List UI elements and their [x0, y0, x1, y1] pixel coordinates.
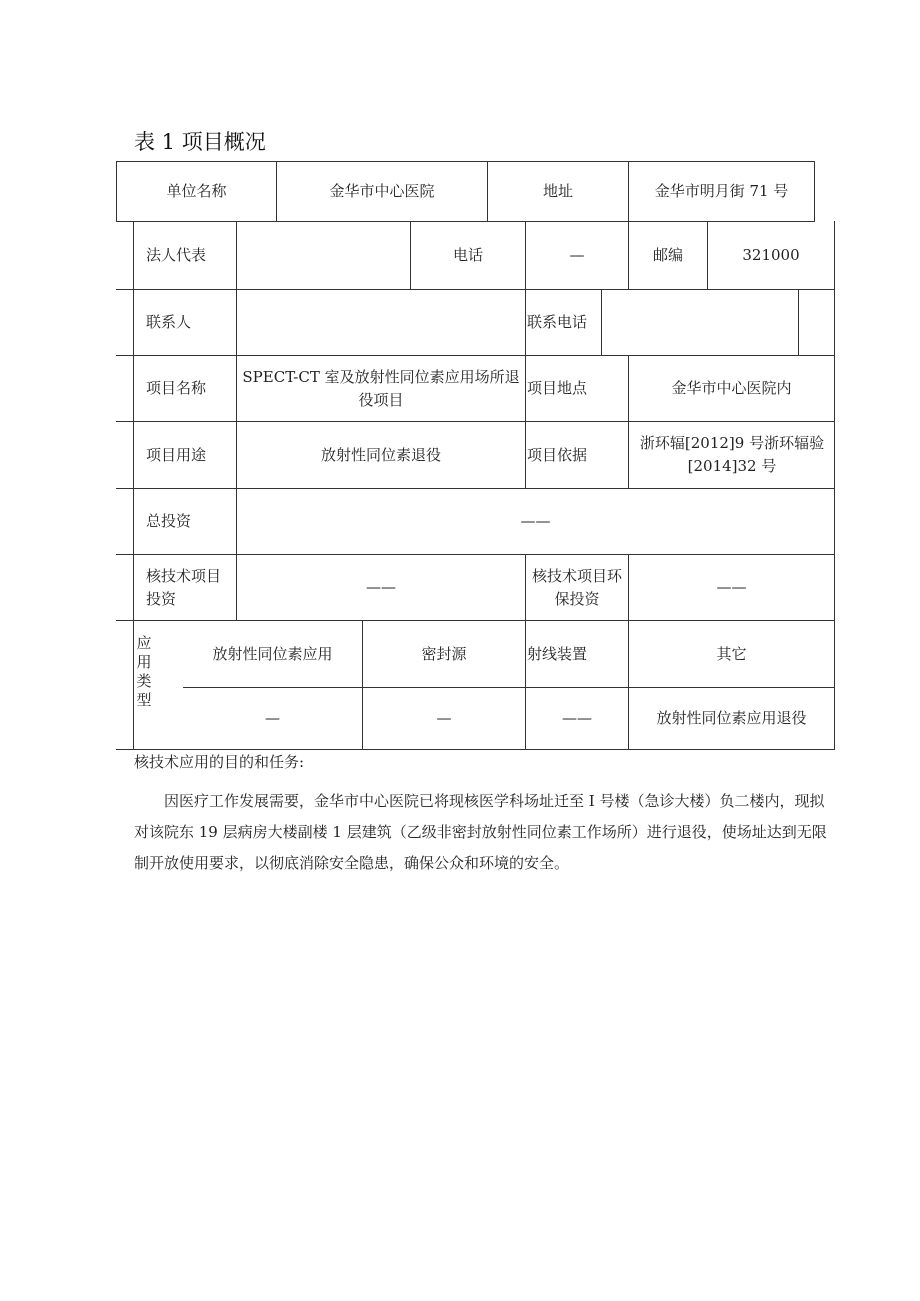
basis-label: 项目依据: [527, 445, 588, 464]
project-name-value: SPECT-CT 室及放射性同位素应用场所退役项目: [242, 367, 520, 409]
address-label: 地址: [542, 182, 573, 200]
project-name-label: 项目名称: [146, 379, 207, 397]
project-site-value: 金华市中心医院内: [671, 379, 792, 397]
purpose-value: 放射性同位素退役: [320, 445, 441, 464]
address-value: 金华市明月街 71 号: [654, 182, 789, 200]
nuclear-invest-value: ——: [366, 578, 396, 596]
env-invest-label: 核技术项目环保投资: [531, 566, 622, 608]
app-value-sealed-source: —: [436, 709, 452, 727]
page-title: 表 1 项目概况: [134, 130, 266, 154]
phone-value: —: [569, 246, 585, 264]
investment-label: 总投资: [146, 512, 192, 530]
purpose-body: [134, 786, 836, 879]
app-value-ray-device: ——: [562, 709, 592, 727]
postcode-value: 321000: [742, 246, 800, 264]
app-value-other: 放射性同位素应用退役: [656, 709, 807, 727]
app-header-other: 其它: [716, 644, 747, 663]
unit-name-value: 金华市中心医院: [329, 182, 435, 200]
app-value-isotope: —: [265, 709, 280, 727]
purpose-paragraph: 因医疗工作发展需要，金华市中心医院已将现核医学科场址迁至 I 号楼（急诊大楼）负二楼内，现拟对该院东 19 层病房大楼副楼 1 层建筑（乙级非密封放射性同位素工作场所）进行退役，使场址达到无限制开放使用要求，以彻底消除安全隐患，确保公众和环境的安全。: [134, 792, 827, 872]
basis-value: 浙环辐[2012]9 号浙环辐验[2014]32 号: [639, 434, 825, 475]
app-type-label: 应用类型: [136, 634, 152, 709]
env-invest-value: ——: [716, 578, 747, 596]
project-site-label: 项目地点: [527, 379, 588, 397]
postcode-label: 邮编: [652, 246, 683, 264]
app-header-ray-device: 射线装置: [527, 644, 588, 663]
phone-label: 电话: [452, 246, 483, 264]
app-header-isotope: 放射性同位素应用: [212, 644, 333, 663]
unit-name-label: 单位名称: [166, 182, 227, 200]
contact-phone-label: 联系电话: [527, 313, 588, 331]
nuclear-invest-label: 核技术项目投资: [146, 566, 222, 608]
investment-value: ——: [520, 512, 551, 530]
purpose-label: 项目用途: [146, 445, 207, 464]
purpose-heading: 核技术应用的目的和任务:: [134, 753, 305, 771]
contact-label: 联系人: [146, 313, 192, 331]
app-header-sealed-source: 密封源: [421, 644, 467, 663]
legal-rep-label: 法人代表: [146, 246, 207, 264]
legal-rep-value: [237, 222, 410, 289]
contact-value: [237, 290, 525, 355]
contact-phone-value: [602, 290, 798, 355]
